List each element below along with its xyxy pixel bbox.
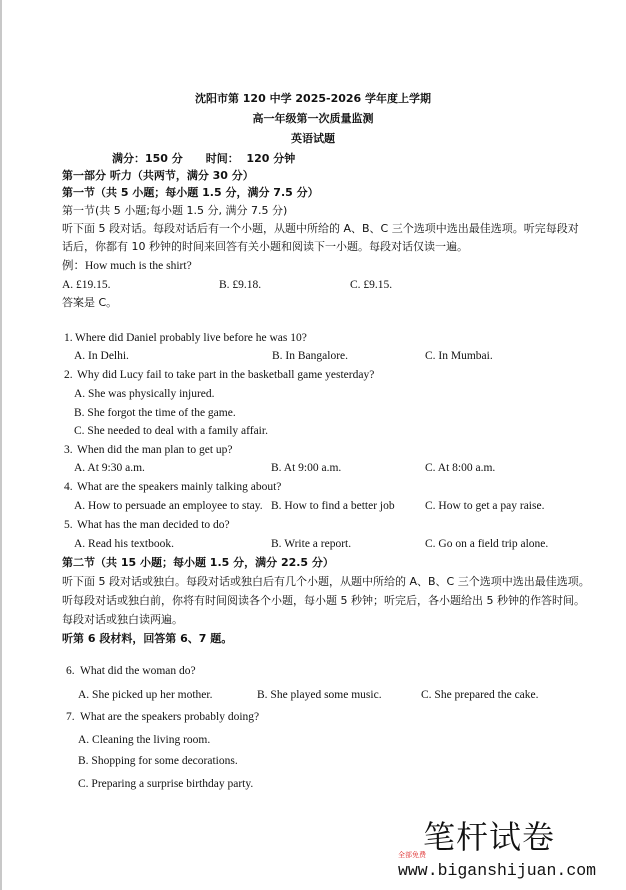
option-b: B. Write a report. bbox=[271, 538, 352, 550]
question-text: What are the speakers mainly talking about? bbox=[77, 481, 282, 493]
option-c: C. She prepared the cake. bbox=[421, 689, 539, 701]
option-b: B. Shopping for some decorations. bbox=[78, 755, 238, 767]
option-b: B. In Bangalore. bbox=[272, 350, 349, 362]
question-number: 3. bbox=[64, 444, 73, 456]
option-a: A. At 9:30 a.m. bbox=[74, 462, 145, 474]
option-c: C. In Mumbai. bbox=[425, 350, 493, 362]
option-a: A. Read his textbook. bbox=[74, 538, 174, 550]
question-text: What did the woman do? bbox=[80, 665, 196, 677]
section2-instruction: 听每段对话或独白前，你将有时间阅读各个小题，每小题 5 秒钟；听完后，各小题给出 5 秒钟的作答时间。 bbox=[62, 594, 585, 607]
option-a: A. She picked up her mother. bbox=[78, 689, 213, 701]
material-note: 听第 6 段材料，回答第 6、7 题。 bbox=[62, 632, 233, 645]
option-b: B. At 9:00 a.m. bbox=[271, 462, 342, 474]
section2-instruction: 听下面 5 段对话或独白。每段对话或独白后有几个小题，从题中所给的 A、B、C 三个选项中选出最佳选项。 bbox=[62, 575, 590, 588]
question-number: 2. bbox=[64, 369, 73, 381]
option-b: B. She played some music. bbox=[257, 689, 382, 701]
part1-title: 第一部分 听力（共两节，满分 30 分） bbox=[62, 169, 254, 182]
section2-instruction: 每段对话或独白读两遍。 bbox=[62, 613, 183, 626]
example-option-a: A. £19.15. bbox=[62, 279, 111, 291]
watermark-brand: 笔杆试卷 bbox=[423, 818, 556, 856]
option-c: C. Go on a field trip alone. bbox=[425, 538, 549, 550]
example-option-c: C. £9.15. bbox=[350, 279, 393, 291]
section1-instruction: 话后，你都有 10 秒钟的时间来回答有关小题和阅读下一小题。每段对话仅读一遍。 bbox=[62, 240, 468, 253]
watermark-url[interactable]: www.biganshijuan.com bbox=[398, 861, 597, 880]
option-b: B. She forgot the time of the game. bbox=[74, 407, 236, 419]
exam-title: 高一年级第一次质量监测 bbox=[252, 112, 374, 125]
question-number: 5. bbox=[64, 519, 73, 531]
option-a: A. She was physically injured. bbox=[74, 388, 215, 400]
option-b: B. How to find a better job bbox=[271, 500, 395, 512]
watermark-free-tag: 全部免费 bbox=[398, 851, 426, 859]
section1-title-alt: 第一节(共 5 小题;每小题 1.5 分, 满分 7.5 分) bbox=[62, 204, 288, 217]
question-text: What are the speakers probably doing? bbox=[80, 711, 260, 723]
option-a: A. Cleaning the living room. bbox=[78, 734, 211, 746]
score-time-info: 满分：150 分 时间： 120 分钟 bbox=[112, 152, 296, 165]
question-text: What has the man decided to do? bbox=[77, 519, 230, 531]
section1-instruction: 听下面 5 段对话。每段对话后有一个小题，从题中所给的 A、B、C 三个选项中选出最佳选项。听完每段对 bbox=[62, 222, 579, 235]
option-c: C. Preparing a surprise birthday party. bbox=[78, 778, 254, 790]
example-question: 例：How much is the shirt? bbox=[62, 260, 192, 272]
option-c: C. She needed to deal with a family affair. bbox=[74, 425, 268, 437]
section1-title: 第一节（共 5 小题；每小题 1.5 分，满分 7.5 分） bbox=[62, 186, 319, 199]
question-number: 7. bbox=[66, 711, 75, 723]
example-answer: 答案是 C。 bbox=[62, 296, 118, 309]
option-a: A. How to persuade an employee to stay. bbox=[74, 500, 263, 512]
question-text: Why did Lucy fail to take part in the basketball game yesterday? bbox=[77, 369, 375, 381]
example-option-b: B. £9.18. bbox=[219, 279, 262, 291]
question-number: 6. bbox=[66, 665, 75, 677]
question-text: When did the man plan to get up? bbox=[77, 444, 233, 456]
option-c: C. How to get a pay raise. bbox=[425, 500, 545, 512]
option-c: C. At 8:00 a.m. bbox=[425, 462, 496, 474]
subject-title: 英语试题 bbox=[291, 132, 335, 145]
school-title: 沈阳市第 120 中学 2025-2026 学年度上学期 bbox=[194, 92, 432, 105]
question-text: Where did Daniel probably live before he was 10? bbox=[75, 332, 307, 344]
question-number: 1. bbox=[64, 332, 73, 344]
question-number: 4. bbox=[64, 481, 73, 493]
section2-title: 第二节（共 15 小题；每小题 1.5 分，满分 22.5 分） bbox=[62, 556, 334, 569]
option-a: A. In Delhi. bbox=[74, 350, 129, 362]
